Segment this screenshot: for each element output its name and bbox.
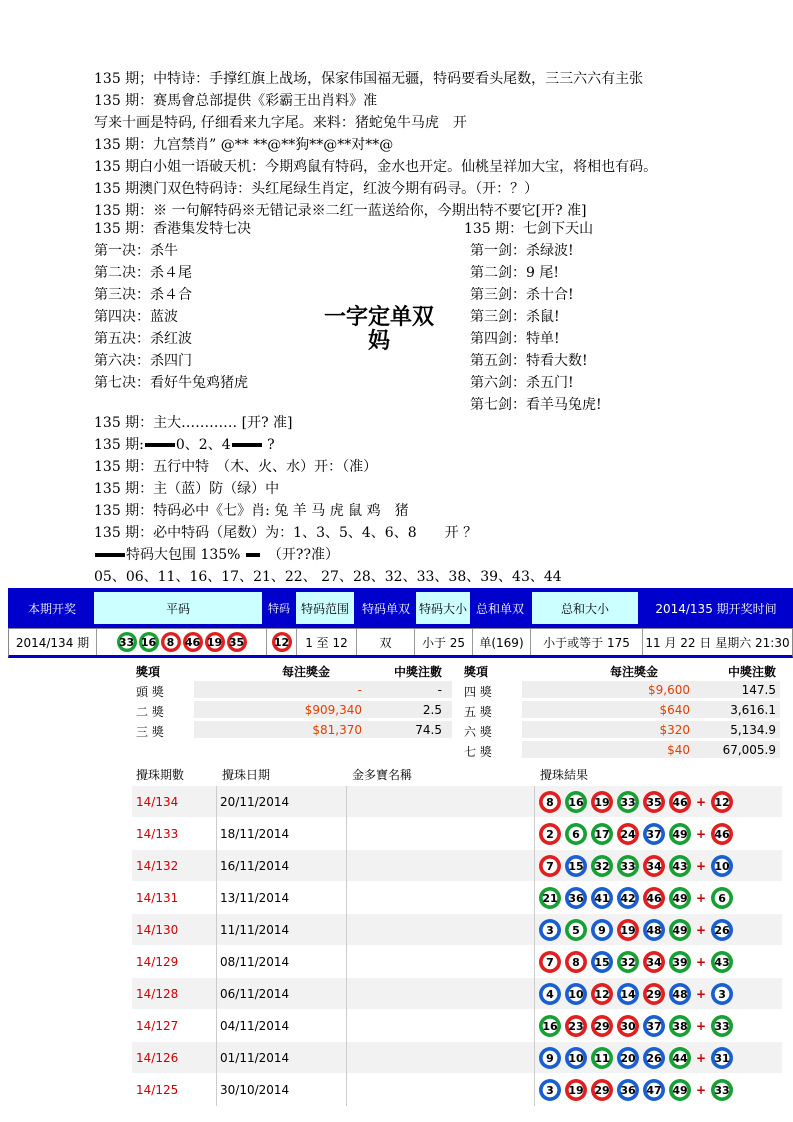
result-time: 11 月 22 日 星期六 21:30 (645, 635, 790, 650)
history-date: 04/11/2014 (220, 1019, 290, 1033)
lottery-ball: 38 (669, 1015, 691, 1037)
prize-row (132, 680, 452, 700)
lottery-ball: 46 (183, 632, 203, 652)
text-line: 135 期：特码必中《七》肖: 兔 羊 马 虎 鼠 鸡 猪 (94, 503, 409, 519)
prize-row (132, 700, 452, 720)
two-column-tips (94, 218, 734, 413)
left-line: 第七决：看好牛兔鸡猪虎 (94, 375, 248, 391)
prize-row (460, 720, 780, 740)
lottery-ball: 37 (643, 823, 665, 845)
plus-icon: + (696, 923, 707, 937)
history-balls (537, 791, 735, 813)
prize-table-right (460, 660, 780, 760)
lottery-ball: 43 (669, 855, 691, 877)
history-rows (132, 786, 782, 1106)
text-line: 135 期澳门双色特码诗：头红尾绿生肖定，红波今期有码寻。（开：？） (94, 181, 539, 197)
history-row (132, 914, 782, 946)
prize-name: 三 獎 (136, 725, 164, 739)
lottery-ball: 30 (617, 1015, 639, 1037)
left-line: 第五决：杀红波 (94, 331, 192, 347)
history-row (132, 882, 782, 914)
prize-name: 二 獎 (136, 705, 164, 719)
history-date: 11/11/2014 (220, 923, 290, 937)
lottery-ball: 15 (591, 951, 613, 973)
lottery-ball: 17 (591, 823, 613, 845)
history-period: 14/133 (136, 827, 179, 841)
history-row (132, 978, 782, 1010)
history-row (132, 786, 782, 818)
mid-text-block (94, 412, 477, 566)
history-balls (537, 983, 735, 1005)
prize-count: 3,616.1 (730, 703, 776, 717)
lottery-ball: 43 (711, 951, 733, 973)
text-line: 135 期: 0、2、4 ? (94, 437, 275, 453)
lottery-ball: 47 (643, 1079, 665, 1101)
lottery-ball: 8 (565, 951, 587, 973)
prize-row (460, 700, 780, 720)
header-special-number: 特码 (268, 601, 290, 615)
history-date: 06/11/2014 (220, 987, 290, 1001)
history-head: 攪珠期數 攪珠日期 金多寶名稱 攪珠結果 (136, 768, 589, 782)
history-date: 16/11/2014 (220, 859, 290, 873)
lottery-ball: 35 (643, 791, 665, 813)
lottery-ball: 11 (591, 1047, 613, 1069)
prize-count: - (437, 683, 442, 697)
lottery-ball: 20 (617, 1047, 639, 1069)
prize-head: 獎項 每注獎金 中獎注數 (132, 660, 452, 680)
left-line: 第二决：杀４尾 (94, 265, 192, 281)
prize-head: 獎項 每注獎金 中獎注數 (460, 660, 780, 680)
lottery-ball: 16 (565, 791, 587, 813)
text-line: 135 期；中特诗：手撑红旗上战场，保家伟国福无疆，特码要看头尾数，三三六六有主张 (94, 71, 644, 87)
lottery-ball: 19 (565, 1079, 587, 1101)
lottery-ball: 48 (669, 983, 691, 1005)
plus-icon: + (696, 827, 707, 841)
left-column (94, 218, 251, 394)
lottery-ball: 19 (591, 791, 613, 813)
bar-glyph (246, 553, 260, 557)
lottery-ball: 44 (669, 1047, 691, 1069)
left-line: 135 期：香港集发特七决 (94, 221, 252, 237)
text-line: 135 期：赛馬會总部提供《彩霸王出肖料》准 (94, 93, 378, 109)
prize-name: 四 獎 (464, 685, 492, 699)
history-date: 30/10/2014 (220, 1083, 290, 1097)
plus-icon: + (696, 795, 707, 809)
text-line: 特码大包围 135% （开??准） (94, 544, 477, 566)
lottery-ball: 12 (711, 791, 733, 813)
plus-icon: + (696, 891, 707, 905)
lottery-ball: 35 (227, 632, 247, 652)
prize-amount: $640 (659, 703, 690, 717)
header-sum-size: 总和大小 (532, 592, 638, 624)
prize-count: 67,005.9 (722, 743, 776, 757)
left-line: 第一决：杀牛 (94, 243, 178, 259)
right-line: 第三剑：杀十合! (470, 287, 574, 303)
history-period: 14/128 (136, 987, 179, 1001)
header-special-range: 特码范围 (296, 592, 354, 624)
prize-row (460, 680, 780, 700)
history-balls (537, 887, 735, 909)
result-sum-size: 小于或等于 175 (531, 629, 643, 655)
plus-icon: + (696, 1083, 707, 1097)
lottery-ball: 46 (643, 887, 665, 909)
history-row (132, 1074, 782, 1106)
lottery-ball: 48 (643, 919, 665, 941)
lottery-ball: 2 (539, 823, 561, 845)
header-sum-odd-even: 总和单双 (475, 601, 524, 616)
middle-line: 妈 (367, 329, 390, 354)
result-balls (97, 629, 267, 655)
history-row (132, 946, 782, 978)
history-period: 14/127 (136, 1019, 179, 1033)
result-sum-odd-even: 单(169) (473, 629, 531, 655)
prize-amount: $9,600 (648, 683, 690, 697)
header-regular-numbers: 平码 (94, 592, 262, 624)
text-line: 写来十画是特码, 仔细看来九字尾。来料：猪蛇兔牛马虎 开 (94, 115, 467, 131)
prize-count: 74.5 (415, 723, 442, 737)
lottery-ball: 49 (669, 823, 691, 845)
lottery-ball: 41 (591, 887, 613, 909)
lottery-ball: 12 (591, 983, 613, 1005)
prize-name: 頭 獎 (136, 685, 164, 699)
lottery-ball: 10 (711, 855, 733, 877)
lottery-ball: 26 (643, 1047, 665, 1069)
lottery-ball: 32 (617, 951, 639, 973)
history-row (132, 850, 782, 882)
lottery-ball: 19 (617, 919, 639, 941)
history-period: 14/132 (136, 859, 179, 873)
lottery-ball: 39 (669, 951, 691, 973)
history-balls (537, 1047, 735, 1069)
draw-history-table (132, 762, 782, 1106)
lottery-ball: 34 (643, 951, 665, 973)
bar-glyph (95, 553, 125, 557)
right-line: 第一剑：杀绿波! (470, 243, 574, 259)
history-row (132, 1010, 782, 1042)
lottery-ball: 36 (617, 1079, 639, 1101)
lottery-ball: 49 (669, 919, 691, 941)
lottery-ball: 10 (565, 1047, 587, 1069)
result-period: 2014/134 期 (9, 629, 97, 655)
prize-name: 五 獎 (464, 705, 492, 719)
lottery-ball: 36 (565, 887, 587, 909)
lottery-ball: 37 (643, 1015, 665, 1037)
prize-row (132, 720, 452, 740)
number-list: 05、06、11、16、17、21、22、 27、28、32、33、38、39、43、44 (94, 569, 562, 585)
header-next-draw-time: 2014/135 期开奖时间 (655, 601, 777, 616)
prize-amount: $40 (667, 743, 690, 757)
lottery-ball: 21 (539, 887, 561, 909)
top-text-block (94, 68, 657, 222)
lottery-ball: 4 (539, 983, 561, 1005)
lottery-ball: 33 (711, 1015, 733, 1037)
prize-amount: $320 (659, 723, 690, 737)
lottery-ball: 29 (643, 983, 665, 1005)
lottery-ball: 7 (539, 855, 561, 877)
lottery-ball: 12 (272, 632, 292, 652)
plus-icon: + (696, 987, 707, 1001)
lottery-ball: 16 (539, 1015, 561, 1037)
text-line: 135 期：※ 一句解特码※无错记录※二红一蓝送给你，今期出特不要它[开? 准] (94, 203, 587, 219)
lottery-ball: 9 (539, 1047, 561, 1069)
history-date: 08/11/2014 (220, 955, 290, 969)
lottery-ball: 34 (643, 855, 665, 877)
right-column (464, 218, 602, 416)
lottery-ball: 3 (539, 1079, 561, 1101)
left-line: 第六决：杀四门 (94, 353, 192, 369)
text-line: 135 期：五行中特 （木、火、水）开：（准） (94, 459, 378, 475)
lottery-ball: 8 (161, 632, 181, 652)
text-line: 135 期：九宫禁肖” @** **@**狗**@**对**@ (94, 137, 394, 153)
lottery-ball: 26 (711, 919, 733, 941)
lottery-ball: 29 (591, 1015, 613, 1037)
history-row (132, 818, 782, 850)
middle-heading (309, 306, 449, 354)
plus-icon: + (696, 1019, 707, 1033)
lottery-ball: 31 (711, 1047, 733, 1069)
right-line: 第三剑：杀鼠! (470, 309, 560, 325)
prize-amount: $909,340 (304, 703, 362, 717)
prize-amount: $81,370 (312, 723, 362, 737)
text-line: 135 期：主（蓝）防（绿）中 (94, 481, 280, 497)
lottery-ball: 46 (711, 823, 733, 845)
lottery-ball: 33 (617, 791, 639, 813)
history-date: 01/11/2014 (220, 1051, 290, 1065)
lottery-ball: 15 (565, 855, 587, 877)
prize-name: 六 獎 (464, 725, 492, 739)
lottery-ball: 23 (565, 1015, 587, 1037)
lottery-ball: 33 (617, 855, 639, 877)
right-line: 第四剑：特单! (470, 331, 560, 347)
history-period: 14/130 (136, 923, 179, 937)
lottery-ball: 5 (565, 919, 587, 941)
lottery-ball: 46 (669, 791, 691, 813)
prize-count: 2.5 (422, 703, 442, 717)
lottery-ball: 3 (711, 983, 733, 1005)
bar-glyph (145, 443, 175, 447)
result-range: 1 至 12 (297, 629, 357, 655)
header-current-draw: 本期开奖 (27, 601, 76, 616)
history-period: 14/131 (136, 891, 179, 905)
history-period: 14/129 (136, 955, 179, 969)
text-line: 135 期：必中特码（尾数）为：1、3、5、4、6、8 开 ？ (94, 525, 478, 541)
lottery-ball: 14 (617, 983, 639, 1005)
header-special-size: 特码大小 (416, 592, 470, 624)
left-line: 第三决：杀４合 (94, 287, 192, 303)
middle-line: 一字定单双 (323, 305, 434, 330)
prize-name: 七 獎 (464, 745, 492, 759)
text-line: 135 期白小姐一语破天机：今期鸡鼠有特码，金水也开定。仙桃呈祥加大宝，将相也有码。 (94, 159, 658, 175)
plus-icon: + (696, 955, 707, 969)
history-balls (537, 919, 735, 941)
result-size: 小于 25 (415, 629, 473, 655)
lottery-ball: 7 (539, 951, 561, 973)
history-date: 20/11/2014 (220, 795, 290, 809)
right-line: 第六剑：杀五门! (470, 375, 574, 391)
history-balls (537, 823, 735, 845)
lottery-ball: 49 (669, 1079, 691, 1101)
history-date: 18/11/2014 (220, 827, 290, 841)
lottery-ball: 49 (669, 887, 691, 909)
plus-icon: + (696, 1051, 707, 1065)
lottery-ball: 19 (205, 632, 225, 652)
prize-table-left (132, 660, 452, 740)
history-period: 14/134 (136, 795, 179, 809)
bar-glyph (232, 443, 262, 447)
lottery-ball: 9 (591, 919, 613, 941)
history-balls (537, 951, 735, 973)
lottery-ball: 3 (539, 919, 561, 941)
right-line: 第五剑：特看大数! (470, 353, 588, 369)
lottery-ball: 32 (591, 855, 613, 877)
right-line: 第二剑：9 尾! (470, 265, 559, 281)
lottery-ball: 24 (617, 823, 639, 845)
history-balls (537, 1079, 735, 1101)
header-special-odd-even: 特码单双 (361, 601, 410, 616)
history-period: 14/126 (136, 1051, 179, 1065)
lottery-ball: 29 (591, 1079, 613, 1101)
lottery-ball: 6 (565, 823, 587, 845)
prize-count: 147.5 (741, 683, 776, 697)
history-row (132, 1042, 782, 1074)
left-line: 第四决：蓝波 (94, 309, 178, 325)
prize-count: 5,134.9 (730, 723, 776, 737)
history-balls (537, 855, 735, 877)
lottery-ball: 16 (139, 632, 159, 652)
prize-row (460, 740, 780, 760)
history-period: 14/125 (136, 1083, 179, 1097)
lottery-ball: 33 (117, 632, 137, 652)
right-line: 第七剑：看羊马兔虎! (470, 397, 602, 413)
right-line: 135 期：七剑下天山 (464, 221, 594, 237)
text-line: 135 期：主大………… [开? 准] (94, 415, 293, 431)
lottery-ball: 33 (711, 1079, 733, 1101)
history-date: 13/11/2014 (220, 891, 290, 905)
plus-icon: + (696, 859, 707, 873)
latest-result-row (8, 628, 793, 658)
lottery-ball: 42 (617, 887, 639, 909)
prize-amount: - (357, 683, 362, 697)
draw-header-bar (8, 588, 793, 628)
result-odd-even: 双 (357, 629, 415, 655)
history-balls (537, 1015, 735, 1037)
lottery-ball: 6 (711, 887, 733, 909)
lottery-ball: 8 (539, 791, 561, 813)
lottery-ball: 10 (565, 983, 587, 1005)
result-special-ball (267, 629, 297, 655)
